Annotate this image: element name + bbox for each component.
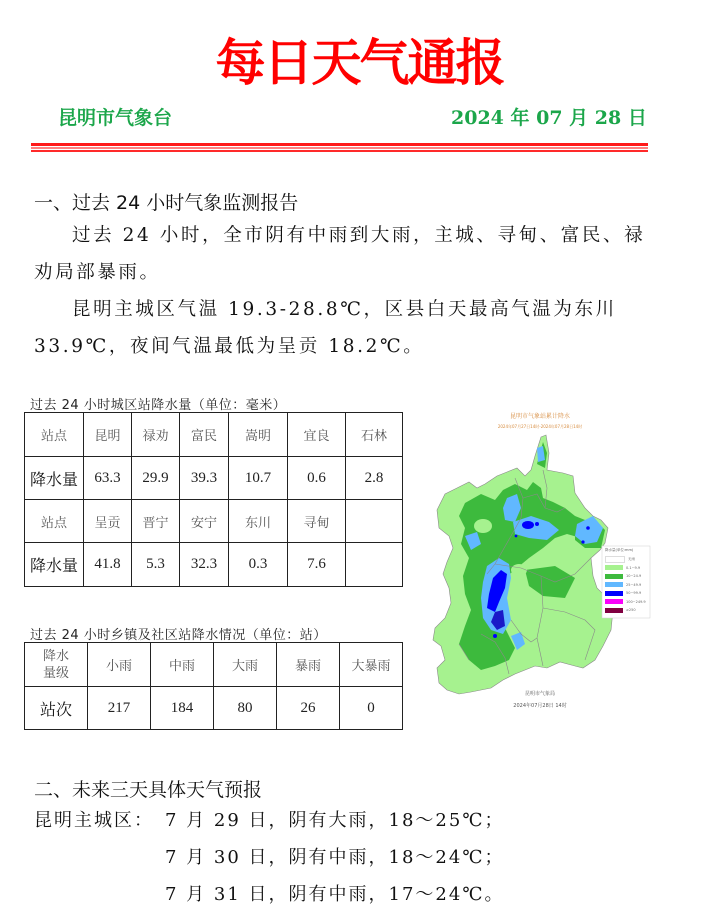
table-cell: 寻甸 (288, 500, 346, 543)
table-cell: 富民 (180, 413, 229, 457)
section2-heading: 二、未来三天具体天气预报 (34, 779, 263, 801)
table-cell: 0 (340, 687, 403, 730)
table-cell: 呈贡 (84, 500, 132, 543)
section1-heading: 一、过去 24 小时气象监测报告 (34, 192, 299, 214)
table-row (25, 457, 403, 500)
forecast-day-1: 7 月 29 日，阴有大雨，18～25℃； (165, 810, 505, 831)
legend-item: 25~49.9 (605, 581, 649, 590)
para2-line1: 昆明主城区气温 19.3-28.8℃，区县白天最高气温为东川 (72, 299, 617, 320)
table-cell: 降水量 (25, 457, 84, 500)
table-cell: 站点 (25, 413, 84, 457)
legend-swatch (605, 574, 623, 579)
table-cell: 东川 (229, 500, 288, 543)
bulletin-title: 每日天气通报 (215, 33, 504, 92)
table-cell: 嵩明 (229, 413, 288, 457)
header-line: 降水 (42, 648, 69, 664)
table-cell: 39.3 (180, 457, 229, 500)
legend-swatch (605, 608, 623, 613)
issue-date: 2024 年 07 月 28 日 (451, 107, 647, 129)
table-cell: 安宁 (180, 500, 229, 543)
table-cell: 0.3 (229, 543, 288, 587)
issuing-organization: 昆明市气象台 (58, 107, 173, 129)
forecast-day-3: 7 月 31 日，阴有中雨，17～24℃。 (165, 884, 505, 905)
legend-item: 50~99.9 (605, 589, 649, 598)
table-cell: 184 (151, 687, 214, 730)
urban-station-precip-table (24, 412, 403, 587)
table-cell: 站次 (25, 687, 88, 730)
legend-swatch (605, 582, 623, 587)
table-cell: 5.3 (132, 543, 180, 587)
header-line: 量级 (42, 665, 69, 681)
para2-line2: 33.9℃，夜间气温最低为呈贡 18.2℃。 (34, 336, 425, 357)
map-legend-title: 降水量(单位:mm) (605, 548, 634, 552)
table-header-cell: 中雨 (151, 643, 214, 687)
table-row (25, 687, 403, 730)
legend-item: 10~24.9 (605, 572, 649, 581)
table-cell (346, 500, 403, 543)
table-row (25, 500, 403, 543)
forecast-day-2: 7 月 30 日，阴有中雨，18～24℃； (165, 847, 505, 868)
table-cell: 宜良 (288, 413, 346, 457)
table-cell: 7.6 (288, 543, 346, 587)
header-divider (31, 143, 648, 152)
forecast-block (34, 802, 504, 913)
table-header-cell (25, 643, 88, 687)
legend-item: 0.1~9.9 (605, 564, 649, 573)
table-cell: 80 (214, 687, 277, 730)
table-cell: 10.7 (229, 457, 288, 500)
para1-line1: 过去 24 小时，全市阴有中雨到大雨，主城、寻甸、富民、禄 (72, 225, 646, 246)
table-cell: 2.8 (346, 457, 403, 500)
table-cell: 29.9 (132, 457, 180, 500)
table-cell: 禄劝 (132, 413, 180, 457)
table-cell: 26 (277, 687, 340, 730)
table-cell: 昆明 (84, 413, 132, 457)
table-cell (346, 543, 403, 587)
map-title: 昆明市气象站累计降水 (509, 413, 570, 420)
legend-swatch (605, 556, 625, 563)
table-cell: 217 (88, 687, 151, 730)
table-cell: 晋宁 (132, 500, 180, 543)
table-row (25, 543, 403, 587)
table-cell: 石林 (346, 413, 403, 457)
section1-paragraph-1 (34, 217, 664, 291)
table-cell: 站点 (25, 500, 84, 543)
table-header-cell: 大雨 (214, 643, 277, 687)
table-cell: 32.3 (180, 543, 229, 587)
map-subtitle: 2024年07月27日14时-2024年07月28日14时 (497, 424, 583, 429)
legend-item: ≥250 (605, 606, 649, 615)
table-cell: 41.8 (84, 543, 132, 587)
map-legend (605, 555, 649, 615)
section1-paragraph-2 (34, 291, 664, 365)
legend-swatch (605, 591, 623, 596)
table2-caption: 过去 24 小时乡镇及社区站降水情况（单位：站） (30, 628, 327, 643)
table-cell: 63.3 (84, 457, 132, 500)
table-cell: 降水量 (25, 543, 84, 587)
township-station-precip-table (24, 642, 403, 730)
legend-swatch (605, 599, 623, 604)
table-header-cell: 小雨 (88, 643, 151, 687)
forecast-area: 昆明主城区： (34, 810, 154, 831)
precipitation-map (425, 398, 675, 718)
legend-item: 100~249.9 (605, 598, 649, 607)
table-header-cell: 暴雨 (277, 643, 340, 687)
para1-line2: 劝局部暴雨。 (34, 262, 161, 283)
legend-swatch (605, 565, 623, 570)
table-cell: 0.6 (288, 457, 346, 500)
forecast-line (34, 802, 504, 839)
map-footer-org: 昆明市气象局 (524, 691, 555, 697)
table-row (25, 643, 403, 687)
table-header-cell: 大暴雨 (340, 643, 403, 687)
legend-item: 无雨 (605, 555, 649, 564)
table1-caption: 过去 24 小时城区站降水量（单位：毫米） (30, 398, 287, 413)
table-row (25, 413, 403, 457)
map-footer-time: 2024年07月28日 14时 (513, 703, 567, 709)
